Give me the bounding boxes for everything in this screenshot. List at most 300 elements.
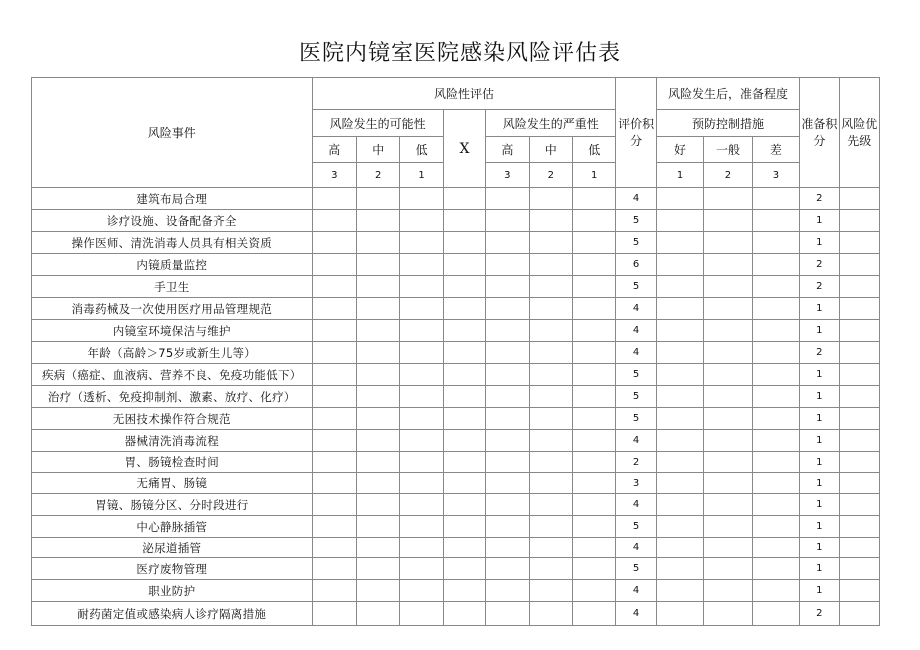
empty-cell	[704, 320, 752, 342]
header-possibility: 风险发生的可能性	[312, 110, 443, 137]
table-row	[32, 602, 880, 626]
empty-cell	[443, 298, 485, 320]
empty-cell	[357, 298, 400, 320]
row-score: 4	[616, 602, 656, 626]
empty-cell	[486, 188, 529, 210]
empty-cell	[312, 232, 356, 254]
header-score: 评价积分	[616, 78, 656, 188]
empty-cell	[400, 494, 443, 516]
row-prep-score: 1	[800, 320, 839, 342]
table-row	[32, 298, 880, 320]
row-score: 4	[616, 320, 656, 342]
empty-cell	[400, 538, 443, 558]
row-score: 5	[616, 386, 656, 408]
empty-cell	[400, 320, 443, 342]
row-event: 内镜质量监控	[32, 254, 313, 276]
empty-cell	[529, 452, 572, 473]
empty-cell	[400, 254, 443, 276]
empty-cell	[312, 342, 356, 364]
empty-cell	[443, 254, 485, 276]
row-score: 5	[616, 276, 656, 298]
prep-weight-poor: 3	[752, 163, 799, 188]
empty-cell	[752, 408, 799, 430]
table-row	[32, 210, 880, 232]
empty-cell	[400, 188, 443, 210]
row-score: 5	[616, 210, 656, 232]
empty-cell	[400, 430, 443, 452]
empty-cell	[443, 386, 485, 408]
empty-cell	[443, 188, 485, 210]
empty-cell	[486, 516, 529, 538]
row-score: 4	[616, 298, 656, 320]
row-event: 中心静脉插管	[32, 516, 313, 538]
empty-cell	[839, 254, 880, 276]
empty-cell	[572, 386, 615, 408]
empty-cell	[572, 452, 615, 473]
prep-level-normal: 一般	[704, 137, 752, 163]
empty-cell	[443, 516, 485, 538]
empty-cell	[656, 364, 703, 386]
empty-cell	[312, 430, 356, 452]
empty-cell	[486, 452, 529, 473]
table-row	[32, 494, 880, 516]
row-event: 手卫生	[32, 276, 313, 298]
empty-cell	[572, 276, 615, 298]
empty-cell	[656, 473, 703, 494]
empty-cell	[400, 602, 443, 626]
row-score: 4	[616, 580, 656, 602]
empty-cell	[312, 210, 356, 232]
row-event: 医疗废物管理	[32, 558, 313, 580]
empty-cell	[752, 430, 799, 452]
table-row	[32, 452, 880, 473]
table-row	[32, 538, 880, 558]
empty-cell	[704, 232, 752, 254]
empty-cell	[400, 276, 443, 298]
empty-cell	[486, 580, 529, 602]
empty-cell	[704, 452, 752, 473]
empty-cell	[400, 473, 443, 494]
empty-cell	[839, 210, 880, 232]
sev-level-low: 低	[572, 137, 615, 163]
row-event: 泌尿道插管	[32, 538, 313, 558]
row-event: 耐药菌定值或感染病人诊疗隔离措施	[32, 602, 313, 626]
empty-cell	[529, 430, 572, 452]
empty-cell	[443, 276, 485, 298]
empty-cell	[400, 516, 443, 538]
empty-cell	[656, 538, 703, 558]
empty-cell	[752, 298, 799, 320]
row-prep-score: 1	[800, 494, 839, 516]
row-score: 5	[616, 516, 656, 538]
table-row	[32, 558, 880, 580]
empty-cell	[357, 538, 400, 558]
empty-cell	[357, 408, 400, 430]
sev-level-mid: 中	[529, 137, 572, 163]
row-score: 5	[616, 558, 656, 580]
row-prep-score: 1	[800, 452, 839, 473]
empty-cell	[572, 538, 615, 558]
empty-cell	[704, 276, 752, 298]
empty-cell	[400, 452, 443, 473]
empty-cell	[656, 276, 703, 298]
sev-level-high: 高	[486, 137, 529, 163]
empty-cell	[312, 386, 356, 408]
row-score: 5	[616, 232, 656, 254]
empty-cell	[443, 320, 485, 342]
empty-cell	[752, 538, 799, 558]
row-prep-score: 2	[800, 602, 839, 626]
empty-cell	[529, 516, 572, 538]
empty-cell	[312, 580, 356, 602]
empty-cell	[486, 364, 529, 386]
empty-cell	[529, 494, 572, 516]
row-event: 无困技术操作符合规范	[32, 408, 313, 430]
empty-cell	[572, 494, 615, 516]
empty-cell	[400, 558, 443, 580]
empty-cell	[443, 232, 485, 254]
empty-cell	[704, 430, 752, 452]
empty-cell	[704, 298, 752, 320]
empty-cell	[752, 558, 799, 580]
empty-cell	[704, 558, 752, 580]
empty-cell	[752, 342, 799, 364]
poss-weight-low: 1	[400, 163, 443, 188]
row-prep-score: 1	[800, 386, 839, 408]
table-row	[32, 430, 880, 452]
empty-cell	[704, 516, 752, 538]
row-score: 4	[616, 538, 656, 558]
empty-cell	[486, 538, 529, 558]
empty-cell	[357, 210, 400, 232]
empty-cell	[312, 538, 356, 558]
empty-cell	[400, 364, 443, 386]
empty-cell	[839, 232, 880, 254]
empty-cell	[357, 430, 400, 452]
table-row	[32, 342, 880, 364]
empty-cell	[839, 494, 880, 516]
row-event: 年龄（高龄＞75岁或新生儿等）	[32, 342, 313, 364]
header-severity: 风险发生的严重性	[486, 110, 616, 137]
empty-cell	[400, 386, 443, 408]
empty-cell	[656, 494, 703, 516]
empty-cell	[572, 254, 615, 276]
empty-cell	[704, 386, 752, 408]
row-prep-score: 1	[800, 580, 839, 602]
empty-cell	[529, 364, 572, 386]
header-multiply: X	[443, 110, 485, 188]
header-event: 风险事件	[32, 78, 313, 188]
empty-cell	[839, 320, 880, 342]
table-row	[32, 232, 880, 254]
empty-cell	[656, 430, 703, 452]
empty-cell	[656, 516, 703, 538]
poss-level-high: 高	[312, 137, 356, 163]
empty-cell	[443, 210, 485, 232]
empty-cell	[312, 558, 356, 580]
row-prep-score: 1	[800, 408, 839, 430]
row-event: 建筑布局合理	[32, 188, 313, 210]
empty-cell	[839, 538, 880, 558]
empty-cell	[400, 342, 443, 364]
row-score: 4	[616, 430, 656, 452]
row-prep-score: 1	[800, 538, 839, 558]
row-event: 消毒药械及一次使用医疗用品管理规范	[32, 298, 313, 320]
empty-cell	[704, 602, 752, 626]
table-row	[32, 320, 880, 342]
empty-cell	[486, 342, 529, 364]
empty-cell	[752, 516, 799, 538]
row-event: 胃镜、肠镜分区、分时段进行	[32, 494, 313, 516]
empty-cell	[486, 254, 529, 276]
empty-cell	[752, 364, 799, 386]
row-score: 3	[616, 473, 656, 494]
row-event: 操作医师、清洗消毒人员具有相关资质	[32, 232, 313, 254]
header-prep-score: 准备积分	[800, 78, 839, 188]
empty-cell	[486, 232, 529, 254]
empty-cell	[529, 558, 572, 580]
prep-level-good: 好	[656, 137, 703, 163]
empty-cell	[357, 558, 400, 580]
empty-cell	[656, 188, 703, 210]
empty-cell	[443, 580, 485, 602]
row-event: 治疗（透析、免疫抑制剂、激素、放疗、化疗）	[32, 386, 313, 408]
empty-cell	[752, 494, 799, 516]
poss-weight-mid: 2	[357, 163, 400, 188]
empty-cell	[839, 558, 880, 580]
empty-cell	[400, 580, 443, 602]
empty-cell	[656, 602, 703, 626]
empty-cell	[656, 254, 703, 276]
empty-cell	[656, 580, 703, 602]
row-prep-score: 1	[800, 516, 839, 538]
empty-cell	[704, 538, 752, 558]
empty-cell	[529, 538, 572, 558]
empty-cell	[656, 342, 703, 364]
empty-cell	[656, 210, 703, 232]
header-prevention: 预防控制措施	[656, 110, 799, 137]
table-row	[32, 408, 880, 430]
empty-cell	[752, 602, 799, 626]
empty-cell	[752, 188, 799, 210]
row-prep-score: 2	[800, 188, 839, 210]
prep-level-poor: 差	[752, 137, 799, 163]
sev-weight-mid: 2	[529, 163, 572, 188]
empty-cell	[357, 473, 400, 494]
row-score: 4	[616, 188, 656, 210]
table-row	[32, 188, 880, 210]
empty-cell	[443, 494, 485, 516]
sev-weight-low: 1	[572, 163, 615, 188]
header-prep-degree: 风险发生后，准备程度	[656, 78, 799, 110]
table-row	[32, 580, 880, 602]
empty-cell	[357, 276, 400, 298]
empty-cell	[357, 342, 400, 364]
row-prep-score: 1	[800, 364, 839, 386]
empty-cell	[357, 320, 400, 342]
row-prep-score: 1	[800, 298, 839, 320]
empty-cell	[486, 276, 529, 298]
row-event: 诊疗设施、设备配备齐全	[32, 210, 313, 232]
empty-cell	[572, 473, 615, 494]
row-prep-score: 1	[800, 558, 839, 580]
empty-cell	[486, 494, 529, 516]
empty-cell	[443, 342, 485, 364]
empty-cell	[529, 298, 572, 320]
empty-cell	[572, 580, 615, 602]
empty-cell	[572, 188, 615, 210]
empty-cell	[656, 408, 703, 430]
empty-cell	[400, 232, 443, 254]
row-prep-score: 1	[800, 473, 839, 494]
row-event: 器械清洗消毒流程	[32, 430, 313, 452]
empty-cell	[752, 276, 799, 298]
empty-cell	[839, 452, 880, 473]
empty-cell	[839, 298, 880, 320]
empty-cell	[656, 298, 703, 320]
row-event: 疾病（癌症、血液病、营养不良、免疫功能低下）	[32, 364, 313, 386]
empty-cell	[486, 408, 529, 430]
empty-cell	[529, 602, 572, 626]
empty-cell	[312, 254, 356, 276]
empty-cell	[656, 386, 703, 408]
empty-cell	[486, 473, 529, 494]
row-prep-score: 1	[800, 430, 839, 452]
row-prep-score: 2	[800, 276, 839, 298]
empty-cell	[529, 254, 572, 276]
empty-cell	[752, 232, 799, 254]
row-prep-score: 1	[800, 232, 839, 254]
table-row	[32, 276, 880, 298]
empty-cell	[357, 364, 400, 386]
empty-cell	[752, 473, 799, 494]
poss-weight-high: 3	[312, 163, 356, 188]
row-event: 内镜室环境保洁与维护	[32, 320, 313, 342]
row-prep-score: 2	[800, 342, 839, 364]
empty-cell	[400, 298, 443, 320]
empty-cell	[443, 452, 485, 473]
table-row	[32, 254, 880, 276]
empty-cell	[312, 452, 356, 473]
empty-cell	[529, 188, 572, 210]
empty-cell	[529, 580, 572, 602]
empty-cell	[572, 298, 615, 320]
row-score: 5	[616, 408, 656, 430]
empty-cell	[839, 580, 880, 602]
empty-cell	[704, 580, 752, 602]
risk-assessment-table	[31, 77, 880, 626]
table-row	[32, 516, 880, 538]
empty-cell	[656, 452, 703, 473]
empty-cell	[839, 516, 880, 538]
empty-cell	[839, 386, 880, 408]
empty-cell	[312, 188, 356, 210]
empty-cell	[486, 320, 529, 342]
row-event: 职业防护	[32, 580, 313, 602]
empty-cell	[529, 473, 572, 494]
empty-cell	[357, 516, 400, 538]
empty-cell	[312, 320, 356, 342]
empty-cell	[752, 320, 799, 342]
row-score: 5	[616, 364, 656, 386]
empty-cell	[312, 298, 356, 320]
empty-cell	[704, 254, 752, 276]
empty-cell	[312, 364, 356, 386]
empty-cell	[704, 342, 752, 364]
empty-cell	[572, 516, 615, 538]
empty-cell	[486, 602, 529, 626]
empty-cell	[529, 276, 572, 298]
empty-cell	[752, 580, 799, 602]
empty-cell	[839, 408, 880, 430]
empty-cell	[312, 516, 356, 538]
empty-cell	[704, 473, 752, 494]
table-row	[32, 473, 880, 494]
header-risk-eval: 风险性评估	[312, 78, 616, 110]
empty-cell	[312, 602, 356, 626]
empty-cell	[572, 408, 615, 430]
empty-cell	[443, 473, 485, 494]
empty-cell	[312, 473, 356, 494]
prep-weight-normal: 2	[704, 163, 752, 188]
empty-cell	[486, 430, 529, 452]
empty-cell	[529, 342, 572, 364]
empty-cell	[443, 558, 485, 580]
empty-cell	[572, 342, 615, 364]
empty-cell	[400, 408, 443, 430]
empty-cell	[839, 188, 880, 210]
empty-cell	[443, 408, 485, 430]
empty-cell	[357, 188, 400, 210]
empty-cell	[312, 276, 356, 298]
empty-cell	[704, 364, 752, 386]
empty-cell	[529, 408, 572, 430]
row-score: 4	[616, 342, 656, 364]
empty-cell	[443, 364, 485, 386]
empty-cell	[704, 494, 752, 516]
empty-cell	[529, 320, 572, 342]
empty-cell	[839, 342, 880, 364]
empty-cell	[656, 558, 703, 580]
empty-cell	[572, 364, 615, 386]
empty-cell	[656, 232, 703, 254]
empty-cell	[357, 386, 400, 408]
empty-cell	[486, 558, 529, 580]
row-prep-score: 1	[800, 210, 839, 232]
empty-cell	[357, 232, 400, 254]
empty-cell	[704, 210, 752, 232]
poss-level-low: 低	[400, 137, 443, 163]
empty-cell	[839, 473, 880, 494]
empty-cell	[529, 232, 572, 254]
empty-cell	[400, 210, 443, 232]
empty-cell	[752, 254, 799, 276]
row-score: 4	[616, 494, 656, 516]
empty-cell	[752, 210, 799, 232]
row-prep-score: 2	[800, 254, 839, 276]
empty-cell	[572, 602, 615, 626]
empty-cell	[572, 232, 615, 254]
empty-cell	[486, 298, 529, 320]
table-row	[32, 364, 880, 386]
empty-cell	[572, 558, 615, 580]
empty-cell	[357, 254, 400, 276]
page-title: 医院内镜室医院感染风险评估表	[298, 41, 621, 66]
empty-cell	[529, 386, 572, 408]
empty-cell	[357, 602, 400, 626]
empty-cell	[443, 602, 485, 626]
table-row	[32, 386, 880, 408]
